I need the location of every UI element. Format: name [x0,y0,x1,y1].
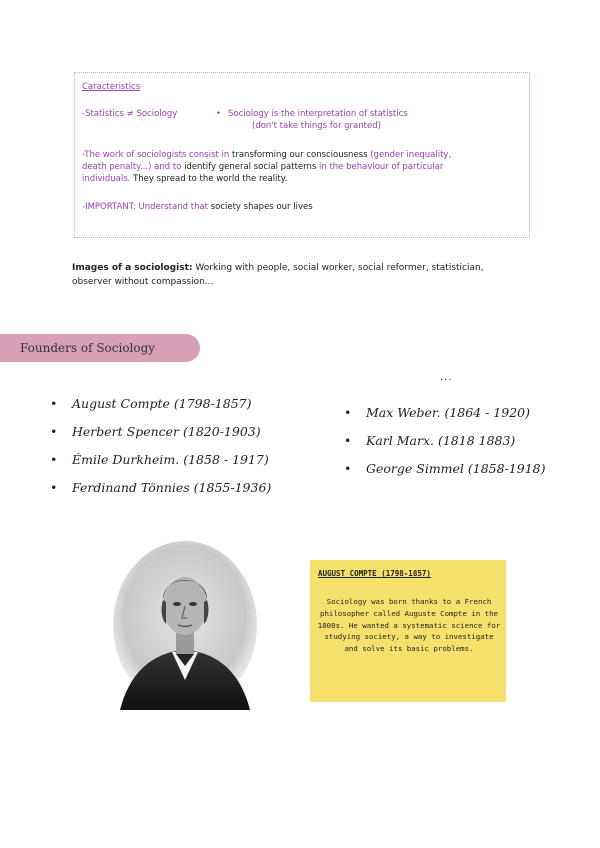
founder-item: • Herbert Spencer (1820-1903) [50,424,271,452]
work-paragraph-line3: individuals. They spread to the world the reality. [82,174,288,184]
images-of-sociologist: Images of a sociologist: Working with people, social worker, social reformer, statistician, observer without compassion... [72,263,484,287]
founders-list-right [344,405,546,489]
stats-not-sociology: -Statistics ≠ Sociology [82,109,178,119]
note-title: AUGUST COMPTE (1798-1857) [318,569,431,578]
sociology-definition-note: (don't take things for granted) [252,121,381,131]
work-paragraph-line2: death penalty...) and to identify general social patterns in the behaviour of particular [82,162,444,172]
ellipsis: ... [440,372,453,383]
work-paragraph-line1: -The work of sociologists consist in transforming our consciousness (gender inequality, [82,150,452,160]
important-line: -IMPORTANT: Understand that society shapes our lives [82,202,313,212]
founder-item: • George Simmel (1858-1918) [344,461,546,489]
founders-title: Founders of Sociology [20,341,156,355]
bullet: • [216,109,222,119]
founder-item: • Ferdinand Tönnies (1855-1936) [50,480,271,508]
auguste-compte-portrait [110,540,260,710]
note-body: Sociology was born thanks to a French philosopher called Auguste Compte in the 1800s. He wanted a systematic science for studying society, a way to investigate and solve its basic problems. [317,597,501,654]
founders-list-left [50,396,271,508]
founder-item: • Émile Durkheim. (1858 - 1917) [50,452,271,480]
founder-item: • Karl Marx. (1818 1883) [344,433,546,461]
sociology-definition: Sociology is the interpretation of statistics [228,109,408,119]
founder-item: • August Compte (1798-1857) [50,396,271,424]
characteristics-heading: Caracteristics [82,82,141,92]
founder-item: • Max Weber. (1864 - 1920) [344,405,546,433]
